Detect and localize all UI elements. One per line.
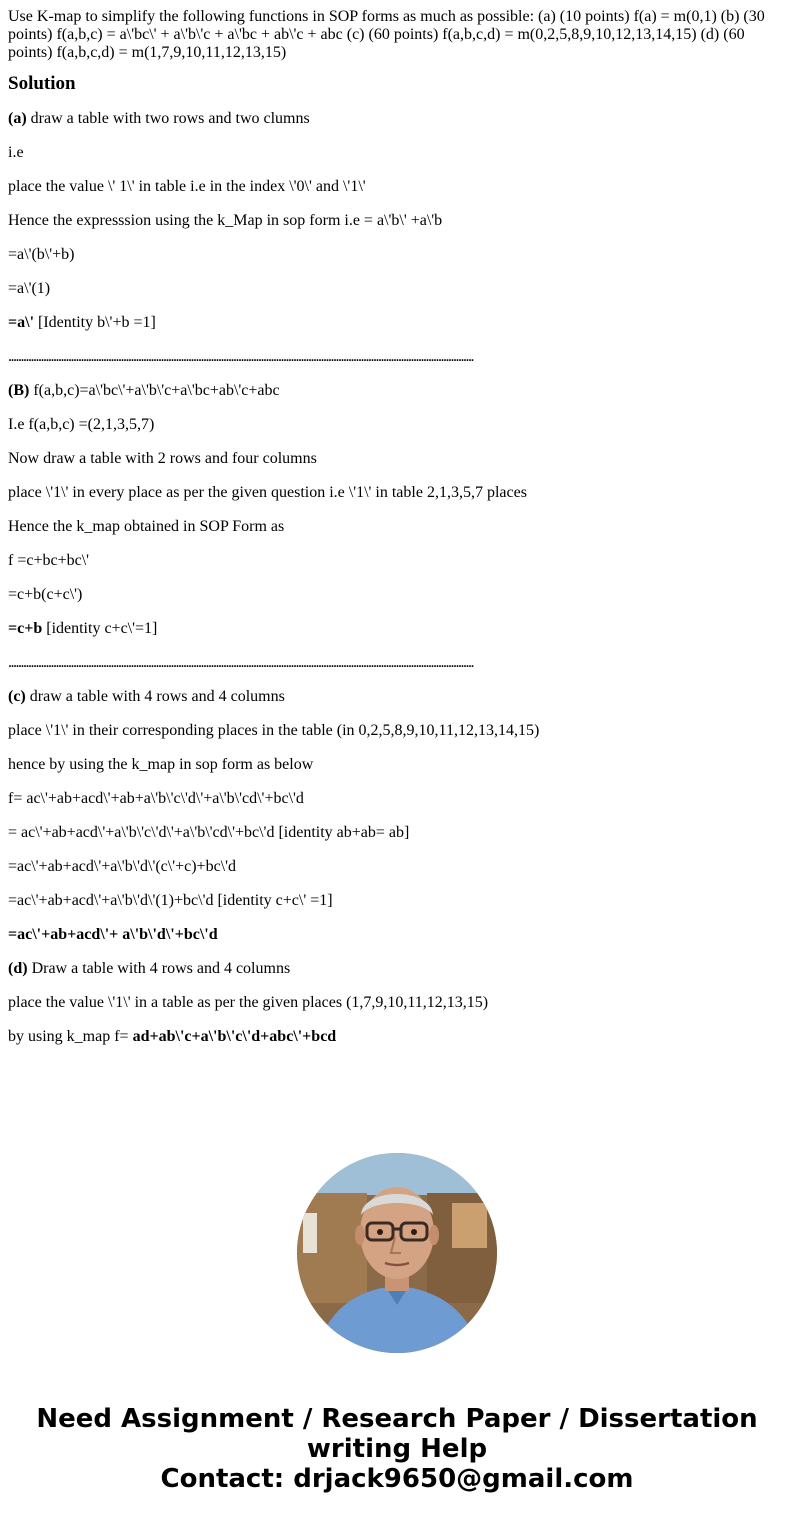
part-c-answer: =ac\'+ab+acd\'+ a\'b\'d\'+bc\'d xyxy=(8,926,218,943)
part-d-label: (d) xyxy=(8,960,28,977)
part-a-line-1: (a) draw a table with two rows and two clumns xyxy=(8,110,310,127)
part-a-line-4: Hence the expresssion using the k_Map in sop form i.e = a\'b\' +a\'b xyxy=(8,212,443,229)
part-d-line-2: place the value \'1\' in a table as per the given places (1,7,9,10,11,12,13,15) xyxy=(8,994,489,1011)
part-c-line-4: f= ac\'+ab+acd\'+ab+a\'b\'c\'d\'+a\'b\'cd\'+bc\'d xyxy=(8,790,304,807)
part-a-line-6: =a\'(1) xyxy=(8,280,51,297)
avatar xyxy=(297,1153,497,1353)
separator-2: .......................................................................................................................................................................................... xyxy=(8,654,473,671)
promo-banner xyxy=(0,1404,794,1494)
part-c-line-3: hence by using the k_map in sop form as below xyxy=(8,756,314,773)
part-c-line-1: (c) draw a table with 4 rows and 4 columns xyxy=(8,688,285,705)
part-c-line-7: =ac\'+ab+acd\'+a\'b\'d\'(1)+bc\'d [identity c+c\' =1] xyxy=(8,892,333,909)
part-b-label: (B) xyxy=(8,382,30,399)
solution-heading: Solution xyxy=(8,73,76,94)
part-b-line-7: =c+b(c+c\') xyxy=(8,586,83,603)
separator-1: .......................................................................................................................................................................................... xyxy=(8,348,473,365)
part-b-answer: =c+b xyxy=(8,620,43,637)
part-c-result xyxy=(8,926,786,944)
part-b-result: =c+b [identity c+c\'=1] xyxy=(8,620,158,637)
part-a-line-5: =a\'(b\'+b) xyxy=(8,246,75,263)
part-b-line-2: I.e f(a,b,c) =(2,1,3,5,7) xyxy=(8,416,155,433)
part-c-line-2: place \'1\' in their corresponding places in the table (in 0,2,5,8,9,10,11,12,13,14,15) xyxy=(8,722,540,739)
promo-line-2: writing Help xyxy=(306,1434,488,1464)
part-b-line-4: place \'1\' in every place as per the given question i.e \'1\' in table 2,1,3,5,7 places xyxy=(8,484,527,501)
part-a-line-3: place the value \' 1\' in table i.e in the index \'0\' and \'1\' xyxy=(8,178,366,195)
part-d-answer: ad+ab\'c+a\'b\'c\'d+abc\'+bcd xyxy=(132,1028,337,1045)
question-text: Use K-map to simplify the following functions in SOP forms as much as possible: (a) (10 points) f(a) = m(0,1) (b) (30 points) f(a,b,c) = a\'bc\' + a\'b\'c + a\'bc + ab\'c + abc (c) (60 points) f(a,b,c,d) = m(0,2,5,8,9,10,12,13,14,15) (d) (60 points) f(a,b,c,d) = m(1,7,9,10,11,12,13,15) xyxy=(8,8,765,61)
part-b-line-5: Hence the k_map obtained in SOP Form as xyxy=(8,518,285,535)
part-c-line-6: =ac\'+ab+acd\'+a\'b\'d\'(c\'+c)+bc\'d xyxy=(8,858,237,875)
part-a-answer: =a\' xyxy=(8,314,35,331)
part-d-line-1: (d) Draw a table with 4 rows and 4 columns xyxy=(8,960,291,977)
part-d-result: by using k_map f= ad+ab\'c+a\'b\'c\'d+abc\'+bcd xyxy=(8,1028,337,1045)
promo-line-1: Need Assignment / Research Paper / Dissertation xyxy=(36,1404,758,1434)
part-a-line-2: i.e xyxy=(8,144,24,161)
part-a-result: =a\' [Identity b\'+b =1] xyxy=(8,314,156,331)
part-a-label: (a) xyxy=(8,110,27,127)
part-b-line-6: f =c+bc+bc\' xyxy=(8,552,90,569)
part-c-label: (c) xyxy=(8,688,26,705)
part-b-line-3: Now draw a table with 2 rows and four columns xyxy=(8,450,317,467)
person-photo-icon xyxy=(297,1153,497,1353)
part-c-line-5: = ac\'+ab+acd\'+a\'b\'c\'d\'+a\'b\'cd\'+bc\'d [identity ab+ab= ab] xyxy=(8,824,410,841)
solution-document xyxy=(8,8,786,1062)
part-b-line-1: (B) f(a,b,c)=a\'bc\'+a\'b\'c+a\'bc+ab\'c+abc xyxy=(8,382,280,399)
promo-contact: Contact: drjack9650@gmail.com xyxy=(160,1464,634,1494)
